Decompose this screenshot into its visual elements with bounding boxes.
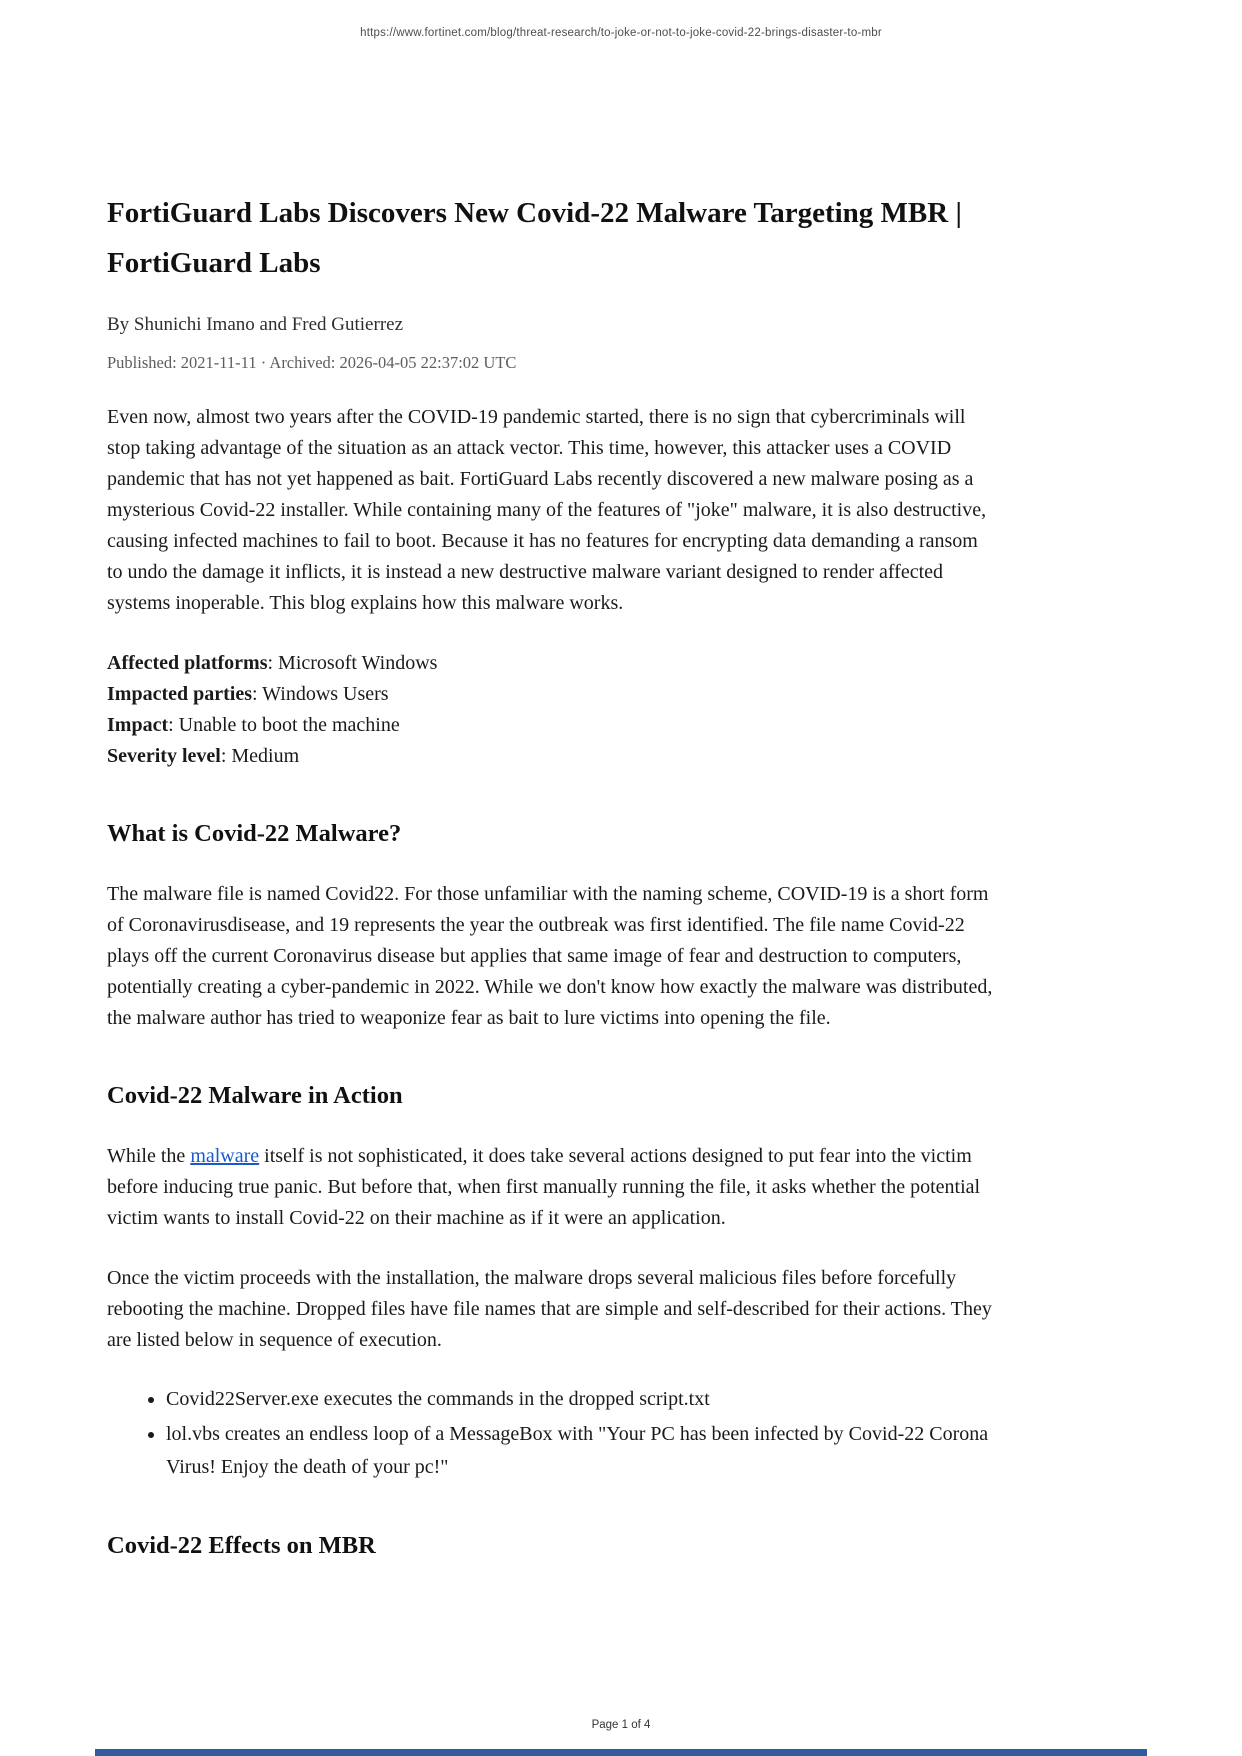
- list-item-lol-vbs: • lol.vbs creates an endless loop of a MessageBox with "Your PC has been infected by Covid-22 Corona Virus! Enjoy the death of your pc!": [166, 1418, 997, 1484]
- fact-row-impact: [107, 710, 997, 741]
- fact-list: [107, 648, 997, 772]
- article-title: FortiGuard Labs Discovers New Covid-22 Malware Targeting MBR | FortiGuard Labs: [107, 197, 962, 279]
- fact-row-impacted-parties: [107, 679, 997, 710]
- in-action-paragraph-2: Once the victim proceeds with the installation, the malware drops several malicious files before forcefully rebooting the machine. Dropped files have file names that are simple and self-described for their actions. They are listed below in sequence of execution.: [107, 1266, 992, 1351]
- text-run-after-link: itself is not sophisticated, it does take several actions designed to put fear into the victim before inducing true panic. But before that, when first manually running the file, it asks whether the potential victim wants to install Covid-22 on their machine as if it were an application.: [107, 1144, 981, 1229]
- fact-label: Impact: [107, 714, 169, 736]
- fact-value: : Unable to boot the machine: [168, 714, 400, 736]
- text-run-before-link: While the: [107, 1144, 191, 1167]
- fact-value: : Microsoft Windows: [267, 652, 438, 674]
- section-heading-what-is: What is Covid-22 Malware?: [107, 820, 402, 847]
- section-heading-in-action: Covid-22 Malware in Action: [107, 1081, 403, 1109]
- fact-value: : Windows Users: [251, 683, 389, 705]
- in-action-paragraph-1: [107, 1141, 997, 1234]
- article: [107, 188, 997, 1562]
- article-byline: By Shunichi Imano and Fred Gutierrez: [107, 314, 404, 335]
- fact-label: Impacted parties: [107, 683, 252, 705]
- article-published-meta: Published: 2021-11-11 · Archived: 2026-04-05 22:37:02 UTC: [107, 353, 517, 372]
- what-is-paragraph: The malware file is named Covid22. For those unfamiliar with the naming scheme, COVID-19 is a short form of Coronavirusdisease, and 19 represents the year the outbreak was first identified. The file name Covid-22 plays off the current Coronavirus disease but applies that same image of fear and destruction to computers, potentially creating a cyber-pandemic in 2022. While we don't know how exactly the malware was distributed, the malware author has tried to weaponize fear as bait to lure victims into opening the file.: [107, 882, 993, 1029]
- print-header-url: https://www.fortinet.com/blog/threat-research/to-joke-or-not-to-joke-covid-22-brings-disaster-to-mbr: [360, 27, 882, 39]
- section-heading-mbr-effects: Covid-22 Effects on MBR: [107, 1531, 376, 1559]
- malware-link[interactable]: malware: [190, 1144, 260, 1167]
- fact-label: Severity level: [107, 745, 221, 767]
- list-item-covid22server: • Covid22Server.exe executes the commands in the dropped script.txt: [166, 1383, 997, 1416]
- fact-row-severity-level: [107, 741, 997, 772]
- dropped-files-list: [107, 1383, 997, 1484]
- page-number: Page 1 of 4: [591, 1719, 651, 1731]
- intro-paragraph: Even now, almost two years after the COVID-19 pandemic started, there is no sign that cybercriminals will stop taking advantage of the situation as an attack vector. This time, however, this attacker uses a COVID pandemic that has not yet happened as bait. FortiGuard Labs recently discovered a new malware posing as a mysterious Covid-22 installer. While containing many of the features of "joke" malware, it is also destructive, causing infected machines to fail to boot. Because it has no features for encrypting data demanding a ransom to undo the damage it inflicts, it is instead a new destructive malware variant designed to render affected systems inoperable. This blog explains how this malware works.: [107, 406, 987, 614]
- fact-label: Affected platforms: [107, 652, 268, 674]
- next-page-image-edge: [95, 1749, 1147, 1756]
- fact-value: : Medium: [220, 745, 300, 767]
- fact-row-affected-platforms: [107, 648, 997, 679]
